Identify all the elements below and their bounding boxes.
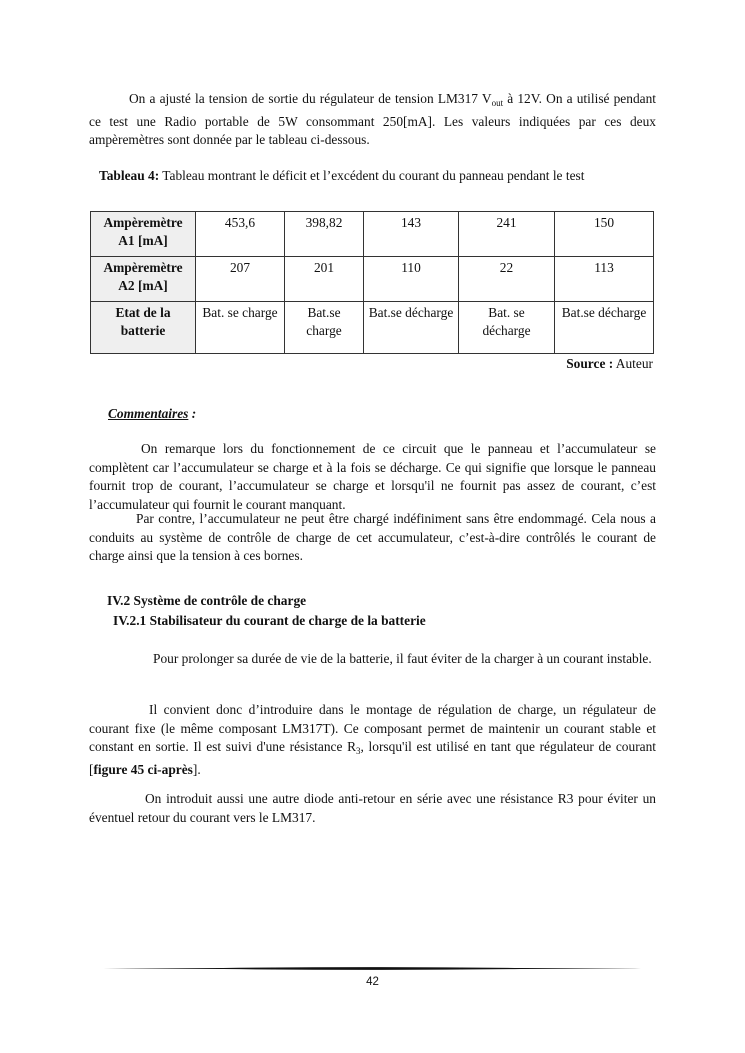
comments-title: Commentaires (108, 406, 189, 421)
measurement-table (90, 211, 654, 354)
row-header: Ampèremètre A1 [mA] (91, 212, 196, 257)
table-source (566, 355, 653, 373)
row-header: Ampèremètre A2 [mA] (91, 257, 196, 302)
table-row (91, 257, 654, 302)
table-cell: 398,82 (285, 212, 364, 257)
caption-text: Tableau montrant le déficit et l’excédent du courant du panneau pendant le test (159, 168, 585, 183)
section-text-2a: Il convient donc d’introduire dans le montage de régulation de charge, un régulateur de courant fixe (le même composant LM317T). Ce composant permet de maintenir un courant stable et constant en sortie. Il est suivi d'une résistance R (89, 702, 656, 755)
comments-paragraph-1 (89, 440, 656, 514)
section-paragraph-2 (89, 701, 656, 779)
table-caption (99, 167, 679, 185)
table-cell: 143 (364, 212, 459, 257)
table-cell: 207 (196, 257, 285, 302)
comments-text-1: On remarque lors du fonctionnement de ce circuit que le panneau et l’accumulateur se complètent car l’accumulateur se charge et à la fois se décharge. Ce qui signifie que lorsque le panneau fournit trop de courant, l’accumulateur se charge et lorsqu'il ne fournit pas assez de courant, c’est l’accumulateur qui fournit le courant manquant. (89, 441, 656, 512)
footer-rule (103, 966, 641, 971)
figure-reference: figure 45 ci-après (93, 761, 193, 777)
table-cell: 113 (555, 257, 654, 302)
table-cell: Bat.se décharge (555, 302, 654, 354)
intro-text-1: On a ajusté la tension de sortie du régulateur de tension LM317 V (129, 91, 492, 106)
section-paragraph-1 (89, 650, 656, 669)
section-heading-iv2: IV.2 Système de contrôle de charge (107, 593, 307, 608)
table-cell: Bat. se charge (196, 302, 285, 354)
table-cell: Bat.se charge (285, 302, 364, 354)
section-text-1: Pour prolonger sa durée de vie de la batterie, il faut éviter de la charger à un courant instable. (153, 651, 652, 666)
section-heading-iv21: IV.2.1 Stabilisateur du courant de charge de la batterie (113, 613, 426, 628)
page-number: 42 (366, 976, 379, 988)
table-cell: Bat. se décharge (459, 302, 555, 354)
table-row (91, 302, 654, 354)
section-text-3: On introduit aussi une autre diode anti-retour en série avec une résistance R3 pour éviter un éventuel retour du courant vers le LM317. (89, 791, 656, 825)
comments-text-2: Par contre, l’accumulateur ne peut être chargé indéfiniment sans être endommagé. Cela nous a conduits au système de contrôle de charge de cet accumulateur, c’est-à-dire contrôlés le courant de charge ainsi que la tension à ces bornes. (89, 511, 656, 564)
row-header: Etat de la batterie (91, 302, 196, 354)
table-cell: Bat.se décharge (364, 302, 459, 354)
source-label: Source : (566, 356, 614, 371)
vout-subscript: out (491, 98, 504, 108)
table-cell: 453,6 (196, 212, 285, 257)
source-value: Auteur (613, 356, 653, 371)
comments-colon: : (188, 406, 197, 421)
table-cell: 110 (364, 257, 459, 302)
table-cell: 201 (285, 257, 364, 302)
table-cell: 150 (555, 212, 654, 257)
section-text-2c: ]. (192, 761, 201, 777)
comments-paragraph-2 (89, 510, 656, 566)
r3-subscript: 3 (356, 746, 361, 757)
section-text-2b: , lorsqu'il est utilisé en tant que régulateur de courant [ (89, 739, 657, 777)
section-paragraph-3 (89, 790, 656, 827)
table-cell: 22 (459, 257, 555, 302)
intro-text-2: à 12V. On a utilisé pendant ce test une Radio portable de 5W consommant 250[mA]. Les valeurs indiquées par ces deux ampèremètres sont donnée par le tableau ci-dessous. (89, 91, 656, 148)
intro-paragraph (89, 90, 656, 150)
caption-label: Tableau 4: (99, 168, 160, 183)
comments-heading (108, 406, 196, 422)
table-row (91, 212, 654, 257)
table-cell: 241 (459, 212, 555, 257)
